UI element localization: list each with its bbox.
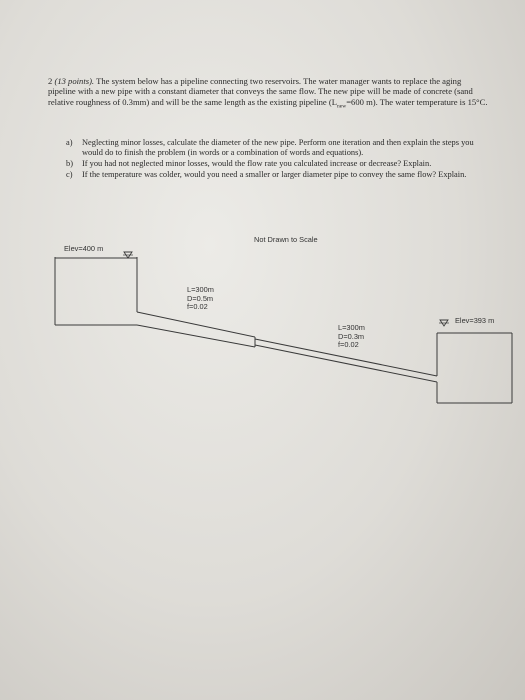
left-reservoir: [55, 257, 137, 325]
pipe1-labels: [187, 286, 214, 312]
problem-points: (13 points).: [54, 76, 95, 86]
water-level-triangle-icon: [439, 320, 449, 326]
pipe-segment-1: [137, 312, 255, 347]
scale-note: Not Drawn to Scale: [254, 235, 318, 244]
problem-length-subscript: new: [337, 103, 347, 110]
part-label: b): [66, 159, 73, 168]
pipe2-diameter: D=0.3m: [338, 331, 365, 341]
pipe2-labels: [338, 324, 365, 350]
part-text: If you had not neglected minor losses, would the flow rate you calculated increase or decrease? Explain.: [82, 159, 432, 168]
part-text: If the temperature was colder, would you need a smaller or larger diameter pipe to convey the same flow? Explain.: [82, 170, 467, 179]
right-reservoir-elevation: Elev=393 m: [455, 316, 495, 325]
right-reservoir: [437, 333, 512, 403]
pipe1-length: L=300m: [187, 285, 214, 294]
pipe1-friction: f=0.02: [187, 302, 208, 312]
part-label: c): [66, 170, 73, 179]
problem-number: 2: [48, 76, 53, 86]
left-reservoir-elevation: Elev=400 m: [64, 244, 104, 253]
part-label: a): [66, 138, 73, 147]
problem-text-end: =600 m). The water temperature is 15°C.: [346, 96, 488, 107]
pipe2-length: L=300m: [338, 323, 365, 332]
water-level-triangle-icon: [123, 252, 133, 258]
part-text: Neglecting minor losses, calculate the diameter of the new pipe. Perform one iteration and then explain the steps you would do to finish the problem (in words or a combination of words and equations).: [82, 138, 474, 157]
pipe1-diameter: D=0.5m: [187, 293, 214, 303]
pipe2-friction: f=0.02: [338, 340, 359, 350]
problem-text: The system below has a pipeline connecting two reservoirs. The water manager wants to replace the aging pipeline with a new pipe with a constant diameter that conveys the same flow. The new pipe will be made of concrete (sand relative roughness of 0.3mm) and will be the same length as the existing pipeline (L: [48, 76, 473, 107]
